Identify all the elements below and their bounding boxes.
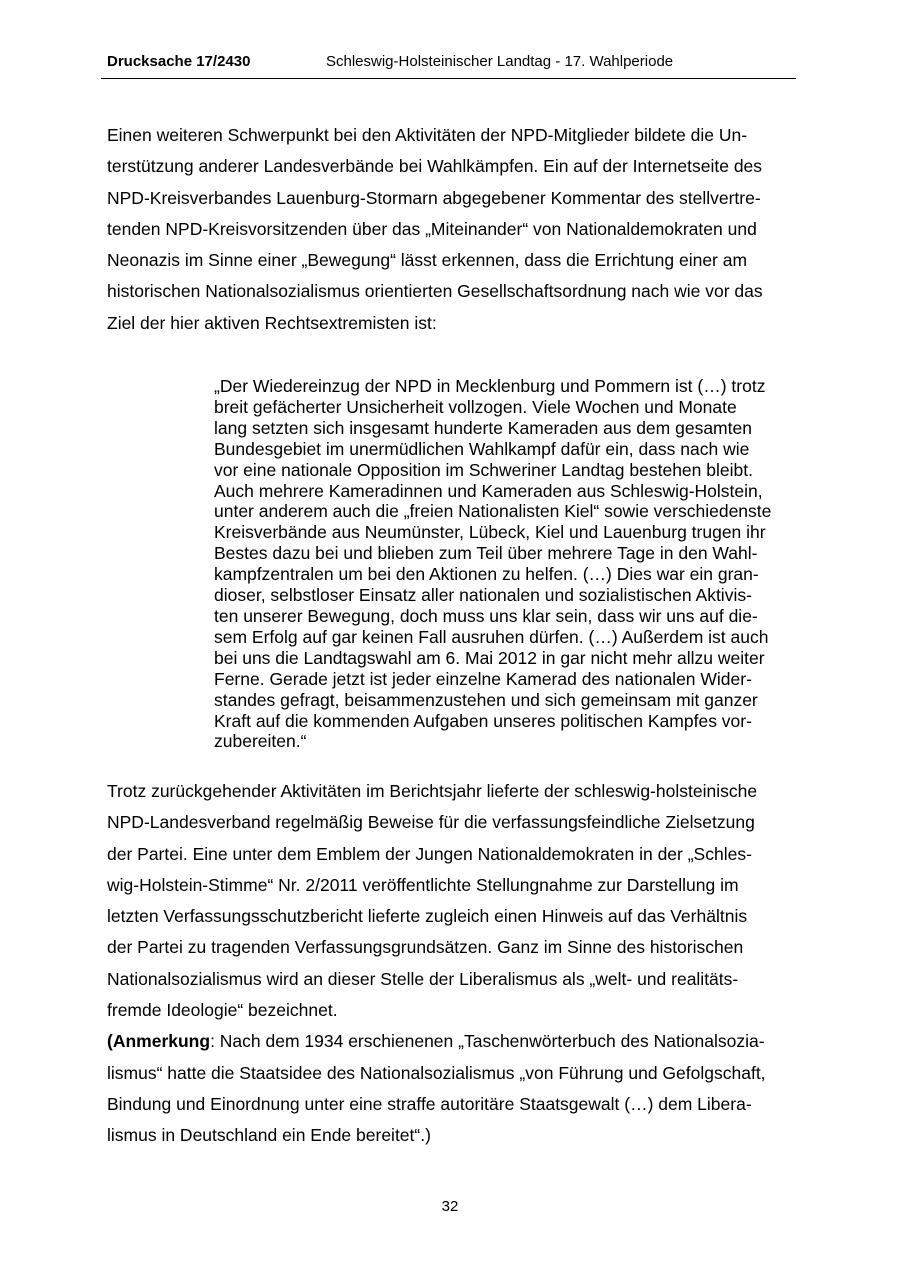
text-line: Einen weiteren Schwerpunkt bei den Aktivitäten der NPD-Mitglieder bildete die Un- <box>107 125 748 145</box>
quote-line: Ferne. Gerade jetzt ist jeder einzelne Kamerad des nationalen Wider- <box>214 668 752 689</box>
quote-line: standes gefragt, beisammenzustehen und sich gemeinsam mit ganzer <box>214 689 758 710</box>
text-line: tenden NPD-Kreisvorsitzenden über das „Miteinander“ von Nationaldemokraten und <box>107 218 757 239</box>
text-line: letzten Verfassungsschutzbericht lieferte zugleich einen Hinweis auf das Verhältnis <box>107 906 748 927</box>
quote-line: ten unserer Bewegung, doch muss uns klar sein, dass wir uns auf die- <box>214 605 758 626</box>
text-line: historischen Nationalsozialismus orientierten Gesellschaftsordnung nach wie vor das <box>107 281 763 302</box>
block-quote <box>214 376 804 752</box>
note-first-line <box>107 1026 797 1057</box>
document-number: Drucksache 17/2430 <box>107 53 251 70</box>
document-source: Schleswig-Holsteinischer Landtag - 17. Wahlperiode <box>326 53 674 70</box>
quote-line: bei uns die Landtagswahl am 6. Mai 2012 in gar nicht mehr allzu weiter <box>214 647 765 668</box>
text-line: NPD-Kreisverbandes Lauenburg-Stormarn abgegebener Kommentar des stellvertre- <box>107 187 761 208</box>
quote-line: lang setzten sich insgesamt hunderte Kameraden aus dem gesamten <box>214 417 752 438</box>
note-line: lismus“ hatte die Staatsidee des Nationalsozialismus „von Führung und Gefolgschaft, <box>107 1062 766 1083</box>
quote-line: vor eine nationale Opposition im Schweriner Landtag bestehen bleibt. <box>214 459 753 480</box>
text-line: Neonazis im Sinne einer „Bewegung“ lässt erkennen, dass die Errichtung einer am <box>107 250 748 271</box>
note-line: lismus in Deutschland ein Ende bereitet“.) <box>107 1125 431 1146</box>
text-line: terstützung anderer Landesverbände bei Wahlkämpfen. Ein auf der Internetseite des <box>107 156 763 177</box>
text-line: wig-Holstein-Stimme“ Nr. 2/2011 veröffentlichte Stellungnahme zur Darstellung im <box>107 874 739 895</box>
quote-line: Bestes dazu bei und blieben zum Teil über mehrere Tage in den Wahl- <box>214 543 758 564</box>
quote-line: Kreisverbände aus Neumünster, Lübeck, Kiel und Lauenburg trugen ihr <box>214 522 766 543</box>
second-paragraph <box>107 776 797 1152</box>
quote-line: unter anderem auch die „freien Nationalisten Kiel“ sowie verschiedenste <box>214 501 772 522</box>
text-line: Ziel der hier aktiven Rechtsextremisten ist: <box>107 312 437 333</box>
text-line: Trotz zurückgehender Aktivitäten im Berichtsjahr lieferte der schleswig-holsteinische <box>107 781 758 801</box>
intro-paragraph <box>107 120 797 339</box>
note-first-line-text: : Nach dem 1934 erschienenen „Taschenwörterbuch des Nationalsozia- <box>210 1031 765 1052</box>
quote-line: zubereiten.“ <box>214 731 307 752</box>
text-line: der Partei. Eine unter dem Emblem der Jungen Nationaldemokraten in der „Schles- <box>107 843 752 864</box>
page-header <box>101 52 796 79</box>
quote-line: Bundesgebiet im unermüdlichen Wahlkampf dafür ein, dass nach wie <box>214 438 750 459</box>
text-line: Nationalsozialismus wird an dieser Stelle der Liberalismus als „welt- und realitäts- <box>107 968 739 989</box>
quote-line: „Der Wiedereinzug der NPD in Mecklenburg und Pommern ist (…) trotz <box>214 376 766 396</box>
note-label: (Anmerkung <box>107 1031 211 1052</box>
text-line: fremde Ideologie“ bezeichnet. <box>107 1000 338 1021</box>
quote-line: sem Erfolg auf gar keinen Fall ausruhen dürfen. (…) Außerdem ist auch <box>214 626 769 647</box>
text-line: NPD-Landesverband regelmäßig Beweise für die verfassungsfeindliche Zielsetzung <box>107 812 755 833</box>
quote-line: dioser, selbstloser Einsatz aller nationalen und sozialistischen Aktivis- <box>214 585 752 606</box>
text-line: der Partei zu tragenden Verfassungsgrundsätzen. Ganz im Sinne des historischen <box>107 937 744 958</box>
quote-line: breit gefächerter Unsicherheit vollzogen. Viele Wochen und Monate <box>214 396 737 417</box>
note-line: Bindung und Einordnung unter eine straffe autoritäre Staatsgewalt (…) dem Libera- <box>107 1093 752 1114</box>
quote-line: Auch mehrere Kameradinnen und Kameraden aus Schleswig-Holstein, <box>214 480 763 501</box>
quote-line: kampfzentralen um bei den Aktionen zu helfen. (…) Dies war ein gran- <box>214 564 759 585</box>
quote-line: Kraft auf die kommenden Aufgaben unseres politischen Kampfes vor- <box>214 710 752 731</box>
page-number: 32 <box>441 1198 459 1215</box>
